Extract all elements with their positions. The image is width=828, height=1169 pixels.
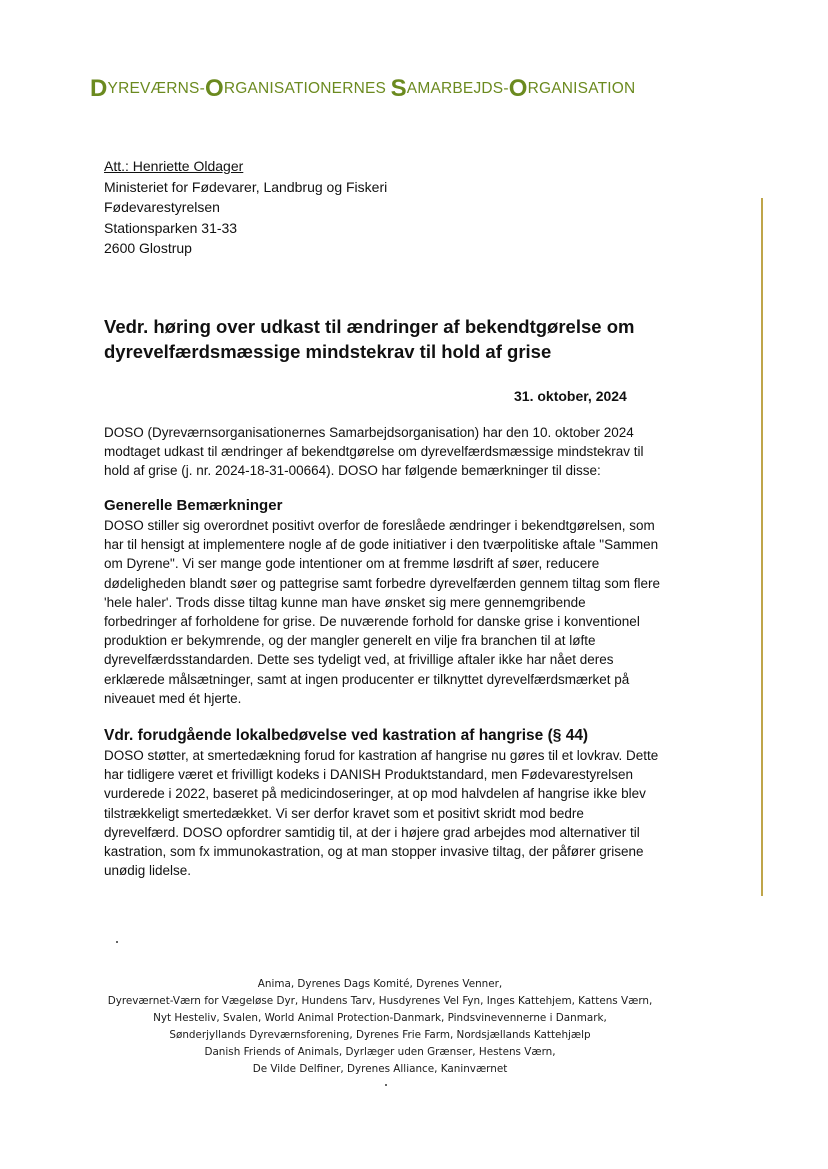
text-line: DOSO (Dyreværnsorganisationernes Samarbejdsorganisation) har den 10. oktober 2024 <box>104 425 634 440</box>
letterhead <box>90 72 790 100</box>
text-line: erklærede målsætninger, samt at ingen producenter er tilknyttet dyrevelfærdsmærket på <box>104 671 630 687</box>
text-line: dyrevelfærdsstandarden. Dette ses tydeligt ved, at frivillige aftaler ikke har nået deres <box>104 652 614 668</box>
text-line: modtaget udkast til ændringer af bekendtgørelse om dyrevelfærdsmæssige mindstekrav til <box>104 444 644 460</box>
subject-line: dyrevelfærdsmæssige mindstekrav til hold af grise <box>104 341 552 362</box>
letterhead-word-2: RGANISATIONERNES <box>223 80 391 97</box>
scan-speck <box>116 941 118 943</box>
text-line: om Dyrene". Vi ser mange gode intentioner om at fremme løsdrift af søer, reducere <box>104 556 600 572</box>
text-line: niveauet med ét hjerte. <box>104 690 242 706</box>
text-line: hold af grise (j. nr. 2024-18-31-00664). DOSO har følgende bemærkninger til disse: <box>104 463 601 479</box>
section-heading: Generelle Bemærkninger <box>104 497 283 514</box>
text-line: 'hele haler'. Trods disse tiltag kunne man have ønsket sig mere gennemgribende <box>104 594 586 610</box>
recipient-address <box>104 156 387 259</box>
subject-heading <box>104 314 724 364</box>
text-line: produktion er bekymrende, og der mangler generelt en vilje fra branchen til at løfte <box>104 633 596 649</box>
footer-line: Nyt Hesteliv, Svalen, World Animal Protection-Danmark, Pindsvinevennerne i Danmark, <box>153 1012 607 1024</box>
letterhead-initial-s: S <box>390 75 407 102</box>
letter-date: 31. oktober, 2024 <box>514 388 627 404</box>
text-line: DOSO støtter, at smertedækning forud for kastration af hangrise nu gøres til et lovkrav. Dette <box>104 748 659 763</box>
subject-line: Vedr. høring over udkast til ændringer af bekendtgørelse om <box>104 316 635 337</box>
letterhead-word-4: RGANISATION <box>527 80 636 97</box>
text-line: tilstrækkeligt smertedækket. Vi ser derfor kravet som et positivt skridt mod bedre <box>104 805 584 821</box>
letterhead-initial-o: O <box>204 75 224 102</box>
text-line: forbedringer af forholdene for grise. De nuværende forhold for danske grise i konventionel <box>104 614 640 630</box>
footer-line: De Vilde Delfiner, Dyrenes Alliance, Kaninværnet <box>252 1063 508 1075</box>
intro-paragraph <box>104 423 664 481</box>
footer-line: Danish Friends of Animals, Dyrlæger uden Grænser, Hestens Værn, <box>204 1046 556 1058</box>
address-line: Stationsparken 31-33 <box>104 219 238 236</box>
letterhead-initial-d: D <box>90 75 108 102</box>
member-organisations-footer <box>90 976 670 1078</box>
scan-speck <box>385 1084 387 1086</box>
section-general-remarks <box>104 496 664 708</box>
text-line: unødig lidelse. <box>104 863 192 879</box>
footer-line: Sønderjyllands Dyreværnsforening, Dyrenes Frie Farm, Nordsjællands Kattehjælp <box>169 1029 591 1041</box>
letterhead-initial-o2: O <box>508 75 528 102</box>
address-line: Ministeriet for Fødevarer, Landbrug og Fiskeri <box>104 178 388 195</box>
margin-line <box>761 198 763 896</box>
text-line: DOSO stiller sig overordnet positivt overfor de foreslåede ændringer i bekendtgørelsen, som <box>104 518 655 533</box>
section-heading: Vdr. forudgående lokalbedøvelse ved kastration af hangrise (§ 44) <box>104 727 589 744</box>
text-line: har tidligere været et frivilligt kodeks i DANISH Produktstandard, men Fødevarestyrelsen <box>104 767 633 783</box>
text-line: dødeligheden blandt søer og pattegrise samt forbedre dyrevelfærden gennem tiltag som flere <box>104 575 661 591</box>
address-line: 2600 Glostrup <box>104 240 192 256</box>
text-line: vurderede i 2022, baseret på medicindoseringer, at op mod halvdelen af hangrise ikke blev <box>104 786 646 802</box>
address-line: Fødevarestyrelsen <box>104 199 220 215</box>
text-line: dyrevelfærd. DOSO opfordrer samtidig til, at der i højere grad arbejdes mod alternativer til <box>104 824 640 840</box>
footer-line: Anima, Dyrenes Dags Komité, Dyrenes Venner, <box>257 978 503 990</box>
text-line: kastration, som fx immunokastration, og at man stopper invasive tiltag, der påfører grisene <box>104 844 644 860</box>
footer-line: Dyreværnet-Værn for Vægeløse Dyr, Hundens Tarv, Husdyrenes Vel Fyn, Inges Kattehjem, Kattens Værn, <box>107 995 653 1007</box>
attention-line: Att.: Henriette Oldager <box>104 158 244 174</box>
text-line: har til hensigt at implementere nogle af de gode initiativer i den tværpolitiske aftale "Sammen <box>104 537 659 553</box>
letterhead-word-3: AMARBEJDS- <box>406 80 509 97</box>
letterhead-word-1: YREVÆRNS- <box>107 80 205 97</box>
section-castration <box>104 726 664 880</box>
